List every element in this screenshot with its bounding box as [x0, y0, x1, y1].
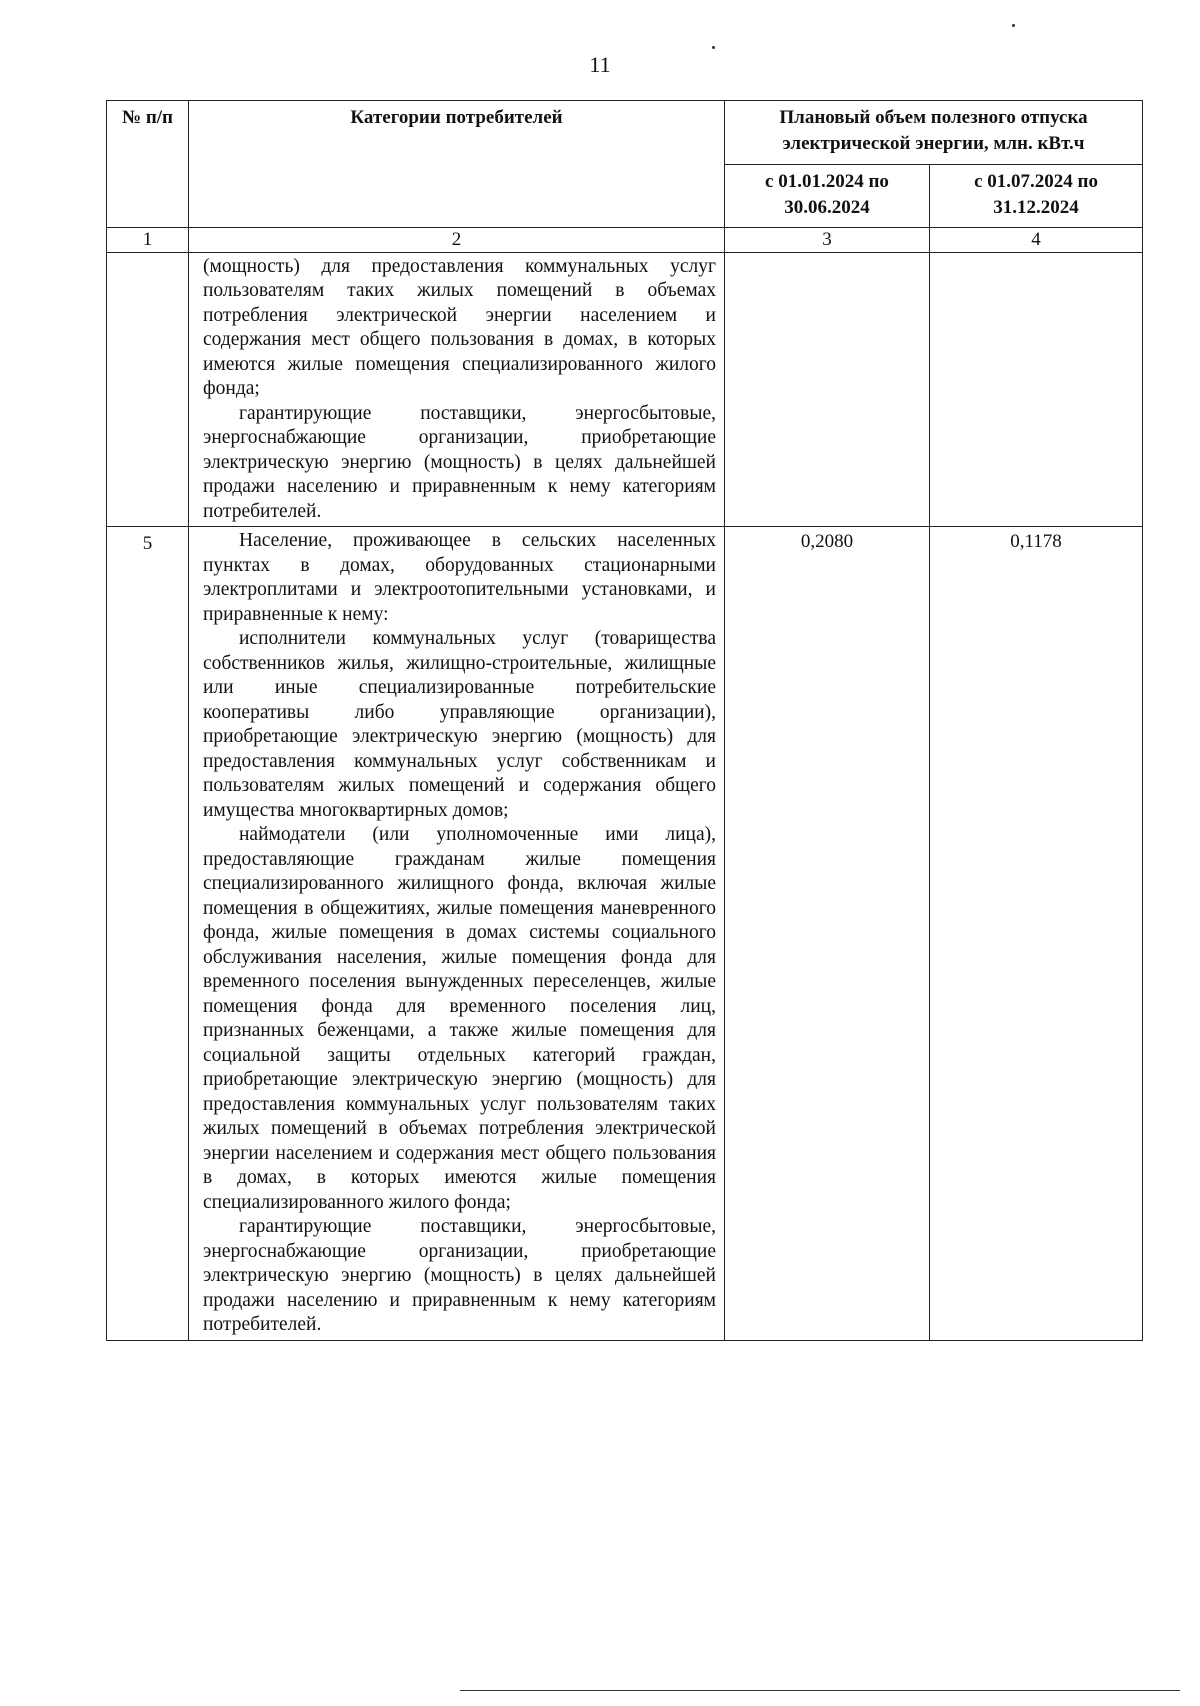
value-h1: 0,2080: [725, 527, 930, 1341]
page-number: 11: [589, 52, 611, 77]
value-h1: [725, 252, 930, 527]
paragraph: Население, проживающее в сельских населенных пунктах в домах, оборудованных стационарными электроплитами и электроотопительными установками, и приравненные к нему:: [203, 530, 716, 625]
column-number: 1: [107, 227, 189, 252]
header-period-1: с 01.01.2024 по 30.06.2024: [725, 165, 930, 227]
header-period-2: с 01.07.2024 по 31.12.2024: [930, 165, 1143, 227]
header-row: [107, 101, 1143, 165]
paragraph: гарантирующие поставщики, энергосбытовые, энергоснабжающие организации, приобретающие электрическую энергию (мощность) в целях дальнейшей продажи населению и приравненным к нему категориям потребителей.: [203, 402, 716, 522]
paragraph: наймодатели (или уполномоченные ими лица), предоставляющие гражданам жилые помещения специализированного жилищного фонда, включая жилые помещения в общежитиях, жилые помещения маневренного фонда, жилые помещения в домах системы социального обслуживания населения, жилые помещения фонда для временного поселения вынужденных переселенцев, жилые помещения фонда для временного поселения лиц, признанных беженцами, а также жилые помещения для социальной защиты отдельных категорий граждан, приобретающие электрическую энергию (мощность) для предоставления коммунальных услуг пользователям таких жилых помещений в объемах потребления электрической энергии населением и содержания мест общего пользования в домах, в которых имеются жилые помещения специализированного жилого фонда;: [203, 824, 716, 1213]
scan-speck: [712, 46, 715, 49]
header-category: Категории потребителей: [189, 101, 725, 228]
header-number: № п/п: [107, 101, 189, 228]
column-number: 2: [189, 227, 725, 252]
value-h2: 0,1178: [930, 527, 1143, 1341]
column-number: 4: [930, 227, 1143, 252]
row-description: [189, 527, 725, 1341]
column-number-row: [107, 227, 1143, 252]
consumption-table: [106, 100, 1143, 1341]
column-number: 3: [725, 227, 930, 252]
row-number: 5: [107, 527, 189, 1341]
paragraph: исполнители коммунальных услуг (товарищества собственников жилья, жилищно-строительные, жилищные или иные специализированные потребительские кооперативы либо управляющие организации), приобретающие электрическую энергию (мощность) для предоставления коммунальных услуг собственникам и пользователям жилых помещений и содержания общего имущества многоквартирных домов;: [203, 628, 716, 821]
scan-bottom-line: [460, 1690, 1180, 1691]
table-row: [107, 252, 1143, 527]
header-planned-volume: Плановый объем полезного отпуска электрической энергии, млн. кВт.ч: [725, 101, 1143, 165]
scan-speck: [1012, 24, 1015, 27]
paragraph: гарантирующие поставщики, энергосбытовые, энергоснабжающие организации, приобретающие электрическую энергию (мощность) в целях дальнейшей продажи населению и приравненным к нему категориям потребителей.: [203, 1216, 716, 1336]
row-description: [189, 252, 725, 527]
table-row: [107, 527, 1143, 1341]
paragraph: (мощность) для предоставления коммунальных услуг пользователям таких жилых помещений в объемах потребления электрической энергии населением и содержания мест общего пользования в домах, в которых имеются жилые помещения специализированного жилого фонда;: [203, 255, 716, 400]
row-number: [107, 252, 189, 527]
value-h2: [930, 252, 1143, 527]
